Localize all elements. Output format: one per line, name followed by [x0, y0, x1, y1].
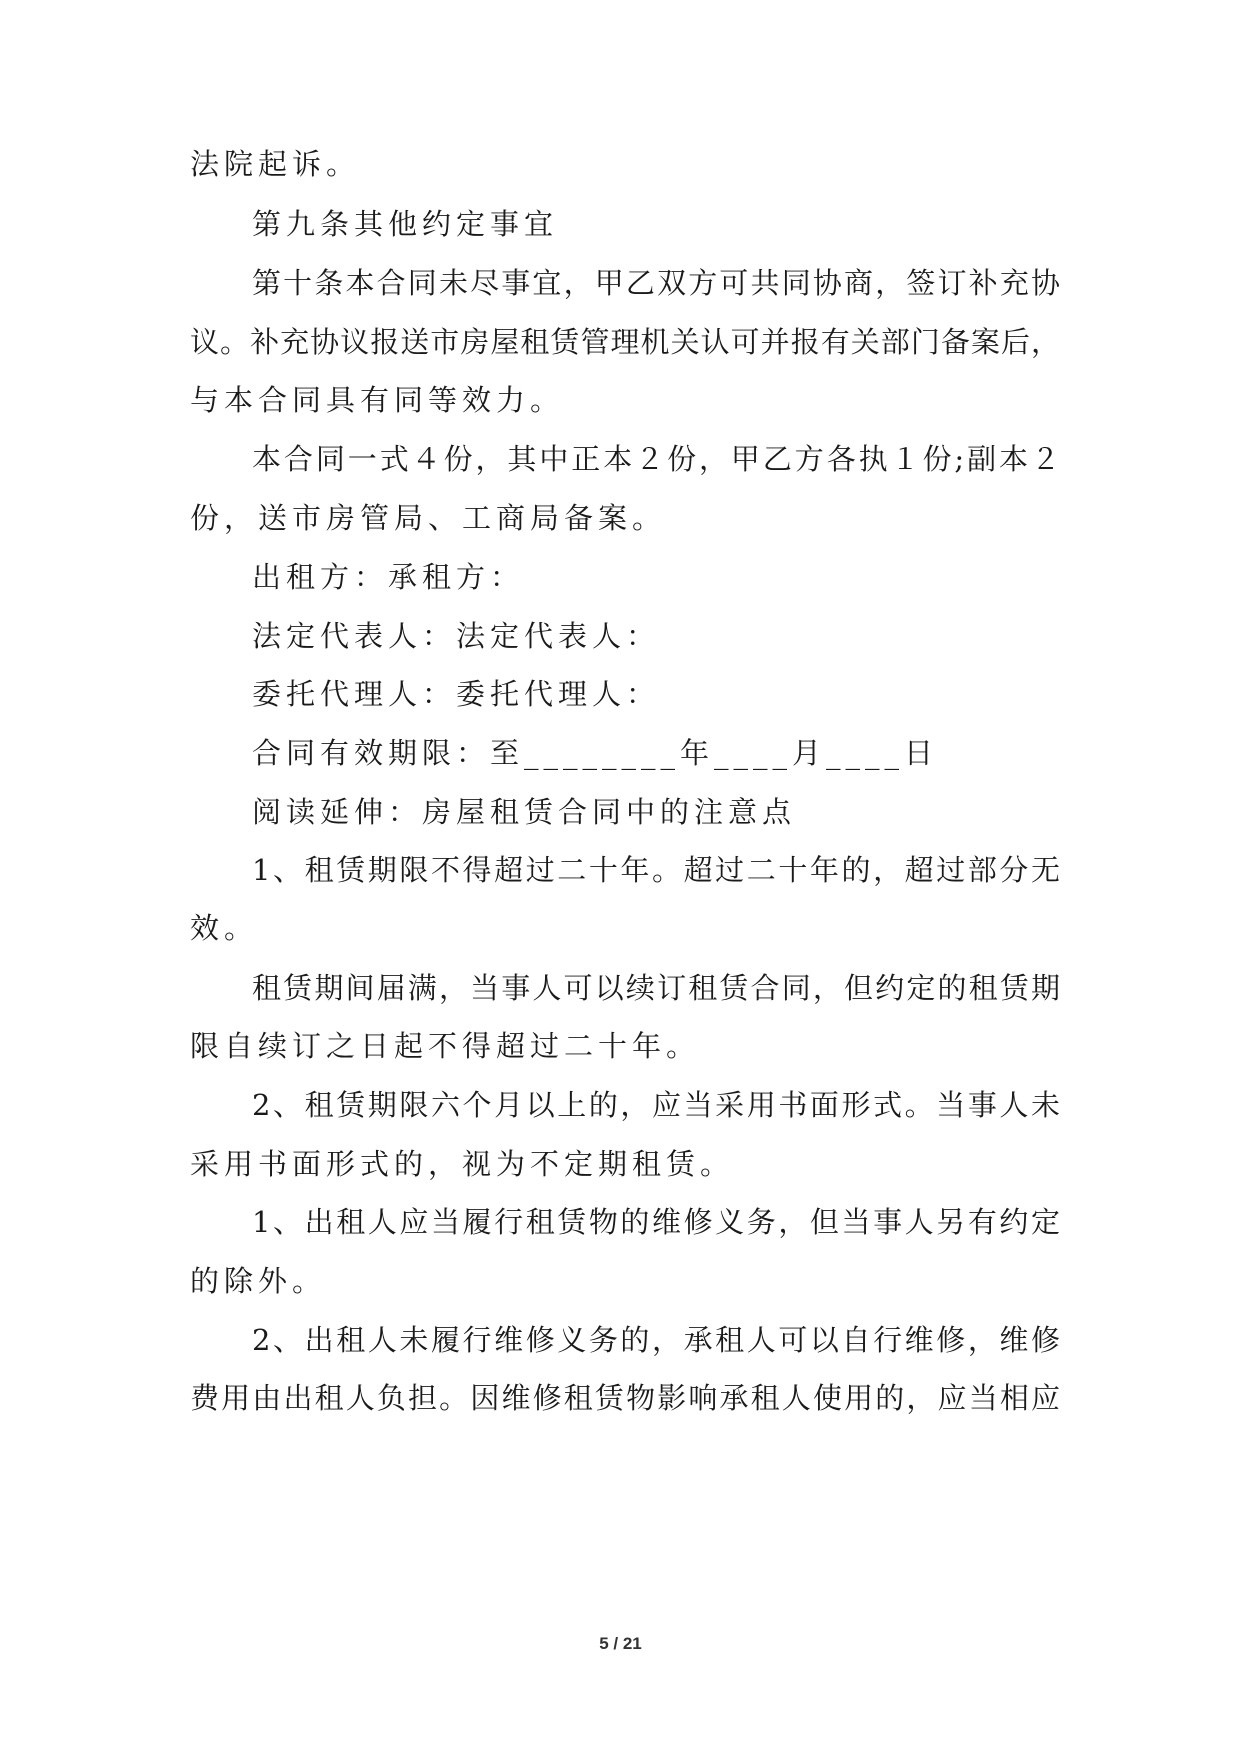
page-number: 5 / 21	[599, 1634, 642, 1653]
section-heading: 第九条其他约定事宜	[252, 207, 559, 241]
text-line: 1、出租人应当履行租赁物的维修义务，但当事人另有约定	[252, 1205, 1060, 1239]
text-line: 租赁期间届满，当事人可以续订租赁合同，但约定的租赁期	[252, 971, 1060, 1005]
text-line: 本合同一式４份，其中正本２份，甲乙方各执１份;副本２	[252, 442, 1060, 476]
legal-representative: 法定代表人：法定代表人：	[252, 619, 661, 653]
signature-parties: 出租方：承租方：	[252, 560, 525, 594]
text-line: 2、租赁期限六个月以上的，应当采用书面形式。当事人未	[252, 1088, 1060, 1122]
text-line: 费用由出租人负担。因维修租赁物影响承租人使用的，应当相应	[190, 1381, 1060, 1415]
extended-reading-heading: 阅读延伸：房屋租赁合同中的注意点	[252, 795, 797, 829]
text-line: 效。	[190, 911, 259, 945]
text-line: 的除外。	[190, 1264, 327, 1298]
text-line: 第十条本合同未尽事宜，甲乙双方可共同协商，签订补充协	[252, 266, 1060, 300]
text-line: 议。补充协议报送市房屋租赁管理机关认可并报有关部门备案后，	[190, 325, 1060, 359]
validity-period: 合同有效期限：至________年____月____日	[252, 736, 939, 770]
text-line: 与本合同具有同等效力。	[190, 383, 565, 417]
text-line: 份，送市房管局、工商局备案。	[190, 501, 667, 535]
text-line: 2、出租人未履行维修义务的，承租人可以自行维修，维修	[252, 1323, 1060, 1357]
text-line: 1、租赁期限不得超过二十年。超过二十年的，超过部分无	[252, 853, 1060, 887]
text-line: 法院起诉。	[190, 147, 361, 181]
text-line: 采用书面形式的，视为不定期租赁。	[190, 1147, 735, 1181]
text-line: 限自续订之日起不得超过二十年。	[190, 1029, 701, 1063]
authorized-agent: 委托代理人：委托代理人：	[252, 677, 661, 711]
